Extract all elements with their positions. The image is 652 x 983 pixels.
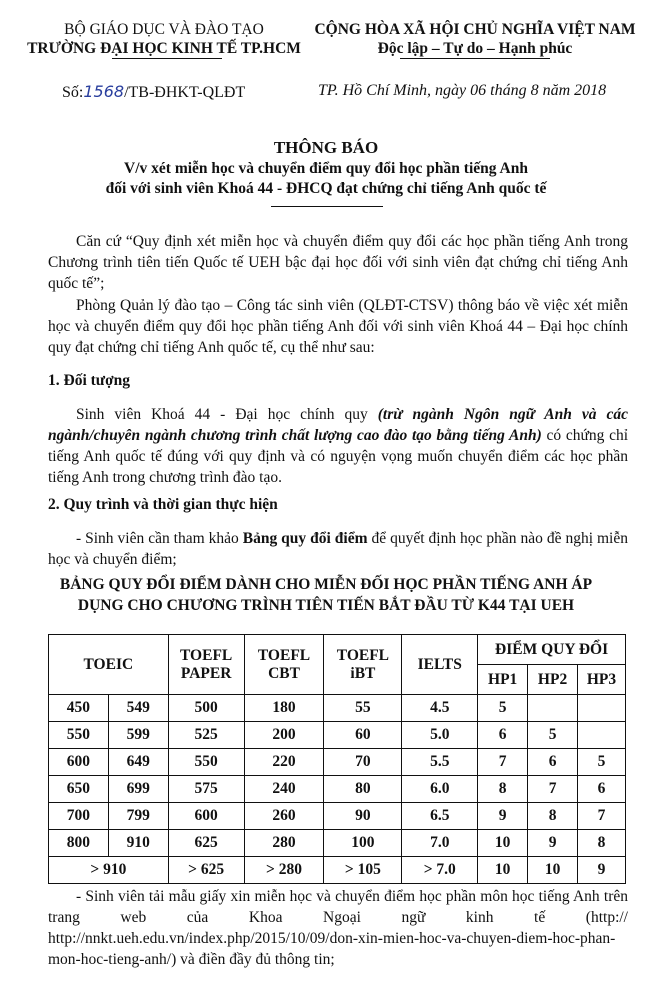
issuer-underline: [112, 58, 222, 59]
cell-hp3: 5: [578, 749, 626, 776]
paragraph-legal-basis: [48, 231, 628, 294]
cell-toefl-paper: > 625: [168, 857, 244, 884]
cell-toefl-paper: 500: [168, 695, 244, 722]
cell-hp2: 8: [528, 803, 578, 830]
paragraph-announcement: [48, 295, 628, 358]
target-text-c: có chứng chỉ tiếng Anh quốc tế đúng với quy định và có nguyện vọng muốn chuyển điểm các học phần tiếng Anh trong chương trình đào tạo.: [48, 427, 628, 486]
cell-toefl-ibt: 55: [324, 695, 402, 722]
cell-toefl-ibt: 80: [324, 776, 402, 803]
cell-toefl-paper: 600: [168, 803, 244, 830]
target-text-emphasis: (trừ ngành Ngôn ngữ Anh và các ngành/chuyên ngành chương trình chất lượng cao đào tạo bằng tiếng Anh): [48, 406, 629, 444]
republic-name: CỘNG HÒA XÃ HỘI CHỦ NGHĨA VIỆT NAM: [314, 21, 636, 38]
header-hp3: HP3: [578, 665, 626, 695]
cell-toefl-ibt: 100: [324, 830, 402, 857]
cell-toeic-min: 550: [49, 722, 109, 749]
cell-ielts: 6.0: [402, 776, 478, 803]
cell-toefl-paper: 550: [168, 749, 244, 776]
header-hp2: HP2: [528, 665, 578, 695]
cell-ielts: 5.5: [402, 749, 478, 776]
cell-hp1: 7: [478, 749, 528, 776]
cell-toefl-ibt: > 105: [324, 857, 402, 884]
cell-ielts: > 7.0: [402, 857, 478, 884]
cell-hp1: 5: [478, 695, 528, 722]
motto-underline: [400, 58, 550, 59]
header-toefl-cbt: TOEFL CBT: [244, 635, 324, 695]
paragraph-download-form-text: - Sinh viên tải mẫu giấy xin miễn học và chuyển điểm học phần môn học tiếng Anh trên trang web của Khoa Ngoại ngữ kinh tế (http:// http://nnkt.ueh.edu.vn/index.php/2015/10/09/don-xin-mien-hoc-va-chuyen-diem-hoc-phan-mon-hoc-tieng-anh/) và điền đầy đủ thông tin;: [48, 888, 628, 968]
number-prefix: Số:: [62, 84, 84, 101]
handwritten-number: 1568: [83, 82, 125, 101]
table-row-top-band: [49, 857, 626, 884]
document-number: [62, 82, 245, 102]
section-heading-2: 2. Quy trình và thời gian thực hiện: [48, 496, 278, 513]
cell-toefl-cbt: 240: [244, 776, 324, 803]
cell-toeic-max: 799: [108, 803, 168, 830]
document-subtitle-line-1: V/v xét miễn học và chuyển điểm quy đổi học phần tiếng Anh: [124, 160, 528, 177]
cell-toefl-ibt: 60: [324, 722, 402, 749]
cell-toeic-max: 649: [108, 749, 168, 776]
paragraph-legal-basis-text: Căn cứ “Quy định xét miễn học và chuyển điểm quy đổi các học phần tiếng Anh trong Chương trình tiên tiến Quốc tế UEH bậc đại học đối với sinh viên đạt chứng chỉ tiếng Anh quốc tế”;: [48, 233, 628, 292]
number-suffix: /TB-ĐHKT-QLĐT: [124, 84, 246, 101]
header-toefl-ibt: TOEFL iBT: [324, 635, 402, 695]
cell-ielts: 5.0: [402, 722, 478, 749]
ministry-name: BỘ GIÁO DỤC VÀ ĐÀO TẠO: [64, 21, 264, 38]
cell-toeic-top: > 910: [49, 857, 169, 884]
cell-hp3: 8: [578, 830, 626, 857]
cell-hp2: 10: [528, 857, 578, 884]
table-row: [49, 695, 626, 722]
paragraph-download-form: [48, 886, 628, 970]
cell-hp1: 9: [478, 803, 528, 830]
cell-hp2: 9: [528, 830, 578, 857]
table-row: [49, 803, 626, 830]
cell-toefl-ibt: 90: [324, 803, 402, 830]
cell-ielts: 6.5: [402, 803, 478, 830]
paragraph-announcement-text: Phòng Quản lý đào tạo – Công tác sinh viên (QLĐT-CTSV) thông báo về việc xét miễn học và chuyển điểm quy đổi học phần tiếng Anh đối với sinh viên Khoá 44 – Đại học chính quy đạt chứng chỉ tiếng Anh quốc tế, cụ thể như sau:: [48, 297, 628, 356]
cell-toeic-min: 600: [49, 749, 109, 776]
cell-toeic-min: 700: [49, 803, 109, 830]
cell-hp2: [528, 695, 578, 722]
cell-toefl-cbt: 260: [244, 803, 324, 830]
title-divider: [271, 206, 383, 207]
header-toefl-paper: TOEFL PAPER: [168, 635, 244, 695]
national-motto: Độc lập – Tự do – Hạnh phúc: [377, 40, 573, 57]
cell-hp2: 7: [528, 776, 578, 803]
table-title: [20, 574, 632, 616]
cell-toeic-min: 650: [49, 776, 109, 803]
cell-hp3: 9: [578, 857, 626, 884]
procedure-text-bold: Bảng quy đổi điểm: [242, 530, 368, 547]
cell-toeic-max: 599: [108, 722, 168, 749]
issuer-block: [14, 20, 314, 58]
table-row: [49, 830, 626, 857]
paragraph-target-students: [48, 404, 628, 488]
cell-hp3: 7: [578, 803, 626, 830]
procedure-text-a: - Sinh viên cần tham khảo: [76, 530, 243, 547]
cell-hp3: [578, 722, 626, 749]
header-hp1: HP1: [478, 665, 528, 695]
cell-toeic-max: 910: [108, 830, 168, 857]
cell-hp1: 8: [478, 776, 528, 803]
header-ielts: IELTS: [402, 635, 478, 695]
cell-hp2: 6: [528, 749, 578, 776]
cell-toeic-min: 450: [49, 695, 109, 722]
cell-toefl-cbt: > 280: [244, 857, 324, 884]
cell-ielts: 7.0: [402, 830, 478, 857]
cell-hp3: [578, 695, 626, 722]
table-row: [49, 776, 626, 803]
cell-toeic-min: 800: [49, 830, 109, 857]
table-title-line-2: DỤNG CHO CHƯƠNG TRÌNH TIÊN TIẾN BẮT ĐẦU TỪ K44 TẠI UEH: [77, 597, 575, 614]
cell-hp1: 10: [478, 830, 528, 857]
cell-ielts: 4.5: [402, 695, 478, 722]
university-name: TRƯỜNG ĐẠI HỌC KINH TẾ TP.HCM: [27, 40, 301, 57]
cell-hp2: 5: [528, 722, 578, 749]
table-row: [49, 749, 626, 776]
cell-toefl-cbt: 200: [244, 722, 324, 749]
cell-hp3: 6: [578, 776, 626, 803]
section-heading-1: 1. Đối tượng: [48, 372, 131, 389]
target-text-a: Sinh viên Khoá 44 - Đại học chính quy: [76, 406, 378, 423]
cell-toefl-cbt: 280: [244, 830, 324, 857]
cell-toefl-paper: 525: [168, 722, 244, 749]
paragraph-procedure: [48, 528, 628, 570]
cell-toefl-ibt: 70: [324, 749, 402, 776]
header-toeic: TOEIC: [49, 635, 169, 695]
cell-hp1: 6: [478, 722, 528, 749]
cell-toefl-paper: 575: [168, 776, 244, 803]
header-converted-score: ĐIỂM QUY ĐỔI: [478, 635, 626, 665]
score-conversion-table: [48, 634, 626, 884]
document-subtitle-line-2: đối với sinh viên Khoá 44 - ĐHCQ đạt chứng chỉ tiếng Anh quốc tế: [105, 180, 547, 197]
procedure-text-c: để quyết định học phần nào đề nghị miễn học và chuyển điểm;: [48, 530, 628, 568]
cell-toefl-paper: 625: [168, 830, 244, 857]
cell-toeic-max: 549: [108, 695, 168, 722]
cell-hp1: 10: [478, 857, 528, 884]
cell-toefl-cbt: 220: [244, 749, 324, 776]
national-header: [300, 20, 650, 58]
issue-date: TP. Hồ Chí Minh, ngày 06 tháng 8 năm 2018: [318, 82, 607, 99]
document-title: THÔNG BÁO: [273, 138, 379, 157]
table-title-line-1: BẢNG QUY ĐỔI ĐIỂM DÀNH CHO MIỄN ĐỐI HỌC PHẦN TIẾNG ANH ÁP: [59, 576, 593, 593]
cell-toeic-max: 699: [108, 776, 168, 803]
table-row: [49, 722, 626, 749]
cell-toefl-cbt: 180: [244, 695, 324, 722]
